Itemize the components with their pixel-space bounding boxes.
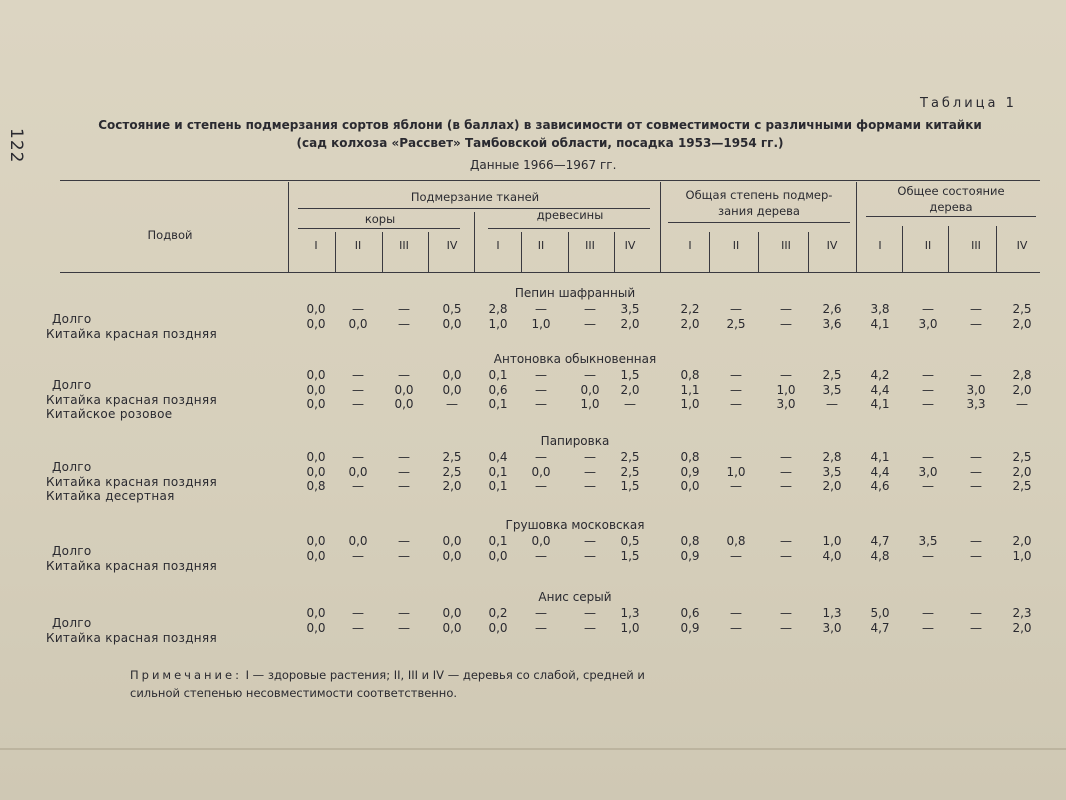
table-cell: 0,0	[442, 316, 462, 331]
footnote-line2: сильной степенью несовместимости соответственно.	[130, 686, 458, 700]
table-cell: —	[826, 397, 838, 411]
header-divider	[996, 226, 997, 272]
table-cell: 0,0	[580, 382, 600, 397]
table-cell: —	[970, 450, 982, 464]
row-label: Китайка красная поздняя	[46, 392, 217, 407]
table-cell: 0,9	[680, 548, 700, 563]
footnote-line1	[130, 668, 645, 682]
table-cell: 4,1	[870, 450, 890, 464]
table-cell: 2,5	[1012, 479, 1032, 493]
table-cell: 0,8	[306, 479, 326, 493]
table-cell: 0,8	[680, 368, 700, 382]
table-cell: 2,5	[726, 316, 746, 331]
table-cell: 2,0	[1012, 620, 1032, 635]
roman-header-1: I	[496, 239, 500, 252]
table-cell: —	[584, 606, 596, 620]
table-cell: —	[730, 397, 742, 411]
table-cell: 2,6	[822, 302, 842, 316]
table-cell: 0,0	[306, 548, 326, 563]
header-sub-rule-step	[668, 222, 850, 223]
table-cell: —	[584, 302, 596, 316]
table-cell: 0,0	[306, 620, 326, 635]
table-cell: 0,1	[488, 368, 508, 382]
row-label: Китайка красная поздняя	[46, 630, 217, 645]
table-cell: —	[780, 316, 792, 331]
table-cell: —	[730, 368, 742, 382]
table-cell: 2,8	[488, 302, 508, 316]
header-obshchaya-step-line2: зания дерева	[718, 204, 800, 218]
table-cell: 1,3	[822, 606, 842, 620]
table-cell: —	[780, 479, 792, 493]
data-years: Данные 1966—1967 гг.	[470, 158, 617, 172]
table-cell: 0,6	[488, 382, 508, 397]
table-cell: 3,3	[966, 397, 986, 411]
table-cell: —	[398, 479, 410, 493]
table-cell: 0,0	[488, 548, 508, 563]
roman-header-1: I	[688, 239, 692, 252]
table-cell: —	[624, 397, 636, 411]
table-cell: —	[352, 548, 364, 563]
roman-header-2: II	[537, 239, 545, 252]
table-cell: 0,0	[306, 316, 326, 331]
table-cell: —	[584, 450, 596, 464]
table-cell: 4,1	[870, 316, 890, 331]
section-heading: Анис серый	[538, 590, 612, 604]
table-cell: 0,0	[306, 302, 326, 316]
header-podmerzanie: Подмерзание тканей	[410, 190, 540, 204]
header-sub-rule-kory	[298, 228, 460, 229]
header-kory: коры	[364, 212, 396, 226]
table-cell: —	[730, 382, 742, 397]
table-cell: —	[730, 302, 742, 316]
table-cell: 0,1	[488, 397, 508, 411]
table-cell: 1,0	[620, 620, 640, 635]
table-cell: 3,0	[822, 620, 842, 635]
row-label: Китайское розовое	[46, 407, 173, 421]
table-cell: —	[970, 464, 982, 479]
header-divider	[335, 232, 336, 272]
table-cell: 3,0	[966, 382, 986, 397]
table-cell: —	[922, 302, 934, 316]
table-cell: —	[730, 548, 742, 563]
table-cell: —	[352, 302, 364, 316]
header-divider	[568, 232, 569, 272]
table-cell: 1,0	[726, 464, 746, 479]
footnote-prefix: Примечание:	[130, 668, 242, 682]
table-cell: 0,0	[348, 316, 368, 331]
table-cell: —	[780, 620, 792, 635]
roman-header-3: III	[781, 239, 791, 252]
table-cell: 1,5	[620, 368, 640, 382]
table-cell: —	[398, 302, 410, 316]
section-heading: Грушовка московская	[505, 518, 645, 532]
table-cell: —	[535, 397, 547, 411]
table-cell: —	[730, 479, 742, 493]
table-cell: —	[535, 606, 547, 620]
row-label: Китайка красная поздняя	[46, 474, 217, 489]
table-cell: —	[922, 368, 934, 382]
table-cell: 4,4	[870, 464, 890, 479]
row-label: Долго	[52, 378, 92, 392]
table-cell: —	[584, 534, 596, 548]
roman-header-2: II	[732, 239, 740, 252]
roman-header-3: III	[971, 239, 981, 252]
table-cell: —	[398, 606, 410, 620]
table-cell: 0,0	[306, 397, 326, 411]
table-cell: 2,5	[620, 464, 640, 479]
table-cell: 0,8	[726, 534, 746, 548]
table-cell: —	[780, 302, 792, 316]
table-cell: 2,3	[1012, 606, 1032, 620]
table-cell: 5,0	[870, 606, 890, 620]
row-label: Долго	[52, 460, 92, 474]
table-cell: —	[730, 606, 742, 620]
table-cell: 0,1	[488, 479, 508, 493]
row-label: Долго	[52, 312, 92, 326]
table-cell: 2,5	[1012, 450, 1032, 464]
table-cell: 0,0	[394, 397, 414, 411]
section-heading: Пепин шафранный	[514, 286, 636, 300]
table-cell: 0,0	[306, 368, 326, 382]
header-divider	[660, 182, 661, 272]
table-cell: 2,0	[620, 316, 640, 331]
header-divider	[521, 232, 522, 272]
table-cell: —	[352, 382, 364, 397]
table-cell: —	[730, 620, 742, 635]
table-cell: —	[970, 479, 982, 493]
header-bottom-rule	[60, 272, 1040, 273]
table-cell: 2,0	[1012, 464, 1032, 479]
table-cell: —	[970, 606, 982, 620]
roman-header-1: I	[878, 239, 882, 252]
table-cell: 1,0	[822, 534, 842, 548]
table-cell: 2,5	[822, 368, 842, 382]
table-cell: 0,0	[442, 620, 462, 635]
table-cell: 1,0	[680, 397, 700, 411]
table-cell: 0,4	[488, 450, 508, 464]
table-cell: —	[584, 620, 596, 635]
header-divider	[428, 232, 429, 272]
table-cell: —	[535, 479, 547, 493]
table-cell: 4,6	[870, 479, 890, 493]
table-cell: —	[446, 397, 458, 411]
table-cell: 0,5	[442, 302, 462, 316]
table-cell: —	[535, 450, 547, 464]
table-cell: 2,0	[822, 479, 842, 493]
table-cell: 1,3	[620, 606, 640, 620]
header-obshchee-sost-line2: дерева	[929, 200, 973, 214]
roman-header-2: II	[924, 239, 932, 252]
table-cell: 0,0	[488, 620, 508, 635]
table-cell: —	[398, 534, 410, 548]
table-cell: 0,0	[442, 534, 462, 548]
table-cell: 3,0	[918, 316, 938, 331]
table-cell: 0,0	[680, 479, 700, 493]
roman-header-4: IV	[624, 239, 636, 252]
header-divider	[288, 182, 289, 272]
table-cell: 0,0	[531, 534, 551, 548]
roman-header-4: IV	[446, 239, 458, 252]
table-cell: 1,0	[580, 397, 600, 411]
table-label: Таблица 1	[920, 96, 1017, 111]
table-cell: 4,4	[870, 382, 890, 397]
table-cell: —	[352, 606, 364, 620]
table-cell: 4,7	[870, 620, 890, 635]
table-cell: —	[922, 606, 934, 620]
header-divider	[758, 232, 759, 272]
table-cell: 3,5	[620, 302, 640, 316]
table-cell: —	[398, 450, 410, 464]
table-cell: 0,8	[680, 450, 700, 464]
table-cell: 0,9	[680, 464, 700, 479]
table-cell: —	[584, 548, 596, 563]
table-cell: 3,8	[870, 302, 890, 316]
table-cell: 0,0	[442, 382, 462, 397]
table-cell: —	[922, 620, 934, 635]
header-divider	[614, 232, 615, 272]
table-cell: 1,0	[488, 316, 508, 331]
table-cell: 2,0	[1012, 534, 1032, 548]
header-divider	[948, 226, 949, 272]
table-cell: 3,5	[822, 382, 842, 397]
table-cell: —	[922, 479, 934, 493]
page-number: 122	[6, 128, 26, 164]
table-cell: 0,0	[442, 548, 462, 563]
row-label: Китайка десертная	[46, 489, 175, 503]
table-cell: 0,0	[442, 368, 462, 382]
section-heading: Папировка	[540, 434, 610, 448]
table-cell: 2,2	[680, 302, 700, 316]
table-cell: 3,0	[776, 397, 796, 411]
table-cell: —	[780, 464, 792, 479]
table-cell: —	[780, 368, 792, 382]
section-heading: Антоновка обыкновенная	[493, 352, 657, 366]
table-cell: 2,5	[1012, 302, 1032, 316]
header-divider	[709, 232, 710, 272]
table-cell: —	[970, 534, 982, 548]
row-label: Китайка красная поздняя	[46, 326, 217, 341]
table-cell: —	[398, 620, 410, 635]
table-cell: 0,0	[306, 464, 326, 479]
table-cell: —	[352, 620, 364, 635]
table-cell: 2,8	[1012, 368, 1032, 382]
header-sub-rule-sost	[866, 216, 1036, 217]
table-cell: —	[535, 620, 547, 635]
footnote-text: I — здоровые растения; II, III и IV — деревья со слабой, средней и	[245, 668, 645, 682]
table-cell: —	[922, 548, 934, 563]
roman-header-3: III	[585, 239, 595, 252]
table-cell: 0,0	[531, 464, 551, 479]
table-cell: 0,1	[488, 534, 508, 548]
table-cell: —	[1016, 397, 1028, 411]
table-cell: —	[584, 316, 596, 331]
table-cell: —	[922, 382, 934, 397]
table-cell: —	[730, 450, 742, 464]
table-cell: —	[398, 316, 410, 331]
table-cell: —	[398, 548, 410, 563]
table-cell: 1,0	[1012, 548, 1032, 563]
table-cell: 0,0	[306, 382, 326, 397]
roman-header-1: I	[314, 239, 318, 252]
table-cell: 1,5	[620, 479, 640, 493]
table-cell: —	[780, 606, 792, 620]
header-divider	[902, 226, 903, 272]
header-divider	[808, 232, 809, 272]
table-cell: 3,5	[918, 534, 938, 548]
table-cell: 0,5	[620, 534, 640, 548]
table-cell: 0,8	[680, 534, 700, 548]
header-top-rule	[60, 180, 1040, 181]
table-cell: 4,8	[870, 548, 890, 563]
table-cell: 2,0	[442, 479, 462, 493]
table-cell: —	[922, 450, 934, 464]
header-divider	[856, 182, 857, 272]
header-podvoy: Подвой	[147, 228, 193, 242]
table-cell: —	[535, 548, 547, 563]
table-cell: 1,1	[680, 382, 700, 397]
table-cell: —	[535, 302, 547, 316]
table-cell: 2,5	[620, 450, 640, 464]
table-cell: 0,0	[442, 606, 462, 620]
table-cell: —	[970, 302, 982, 316]
table-cell: 3,5	[822, 464, 842, 479]
header-sub-rule-drevesiny	[488, 228, 650, 229]
table-cell: —	[922, 397, 934, 411]
table-cell: —	[535, 368, 547, 382]
table-cell: 1,0	[776, 382, 796, 397]
page-edge	[0, 748, 1066, 750]
table-cell: 0,0	[306, 606, 326, 620]
table-cell: 2,5	[442, 450, 462, 464]
table-cell: 3,6	[822, 316, 842, 331]
table-cell: —	[970, 548, 982, 563]
table-cell: 0,9	[680, 620, 700, 635]
row-label: Долго	[52, 544, 92, 558]
table-cell: 4,7	[870, 534, 890, 548]
table-cell: 4,0	[822, 548, 842, 563]
table-cell: —	[780, 534, 792, 548]
table-cell: —	[584, 368, 596, 382]
table-cell: —	[398, 368, 410, 382]
header-divider	[382, 232, 383, 272]
table-cell: 1,0	[531, 316, 551, 331]
table-title: Состояние и степень подмерзания сортов яблони (в баллах) в зависимости от совместимости с различными формами китайки	[98, 118, 982, 132]
table-cell: 2,8	[822, 450, 842, 464]
roman-header-2: II	[354, 239, 362, 252]
table-cell: 4,1	[870, 397, 890, 411]
table-cell: —	[352, 450, 364, 464]
table-cell: —	[584, 479, 596, 493]
table-cell: —	[352, 479, 364, 493]
table-cell: —	[970, 620, 982, 635]
table-cell: 0,0	[306, 534, 326, 548]
table-cell: 0,0	[394, 382, 414, 397]
table-cell: 3,0	[918, 464, 938, 479]
table-cell: 0,0	[306, 450, 326, 464]
header-obshchee-sost-line1: Общее состояние	[897, 184, 1005, 198]
row-label: Долго	[52, 616, 92, 630]
table-subtitle: (сад колхоза «Рассвет» Тамбовской области, посадка 1953—1954 гг.)	[296, 136, 784, 150]
table-cell: —	[352, 368, 364, 382]
header-drevesiny: древесины	[536, 208, 604, 222]
table-cell: 0,1	[488, 464, 508, 479]
header-obshchaya-step-line1: Общая степень подмер-	[685, 188, 833, 202]
table-cell: 0,2	[488, 606, 508, 620]
roman-header-4: IV	[1016, 239, 1028, 252]
table-cell: —	[780, 548, 792, 563]
table-cell: —	[970, 368, 982, 382]
table-cell: 1,5	[620, 548, 640, 563]
table-cell: 2,0	[1012, 316, 1032, 331]
table-cell: 2,0	[680, 316, 700, 331]
table-cell: —	[584, 464, 596, 479]
table-cell: —	[352, 397, 364, 411]
table-cell: 2,5	[442, 464, 462, 479]
table-cell: —	[970, 316, 982, 331]
table-cell: 0,0	[348, 464, 368, 479]
roman-header-4: IV	[826, 239, 838, 252]
table-cell: —	[535, 382, 547, 397]
roman-header-3: III	[399, 239, 409, 252]
table-cell: 4,2	[870, 368, 890, 382]
table-cell: 0,0	[348, 534, 368, 548]
table-cell: —	[398, 464, 410, 479]
table-cell: 2,0	[620, 382, 640, 397]
row-label: Китайка красная поздняя	[46, 558, 217, 573]
table-cell: 2,0	[1012, 382, 1032, 397]
header-divider	[474, 212, 475, 272]
table-cell: 0,6	[680, 606, 700, 620]
table-cell: —	[780, 450, 792, 464]
